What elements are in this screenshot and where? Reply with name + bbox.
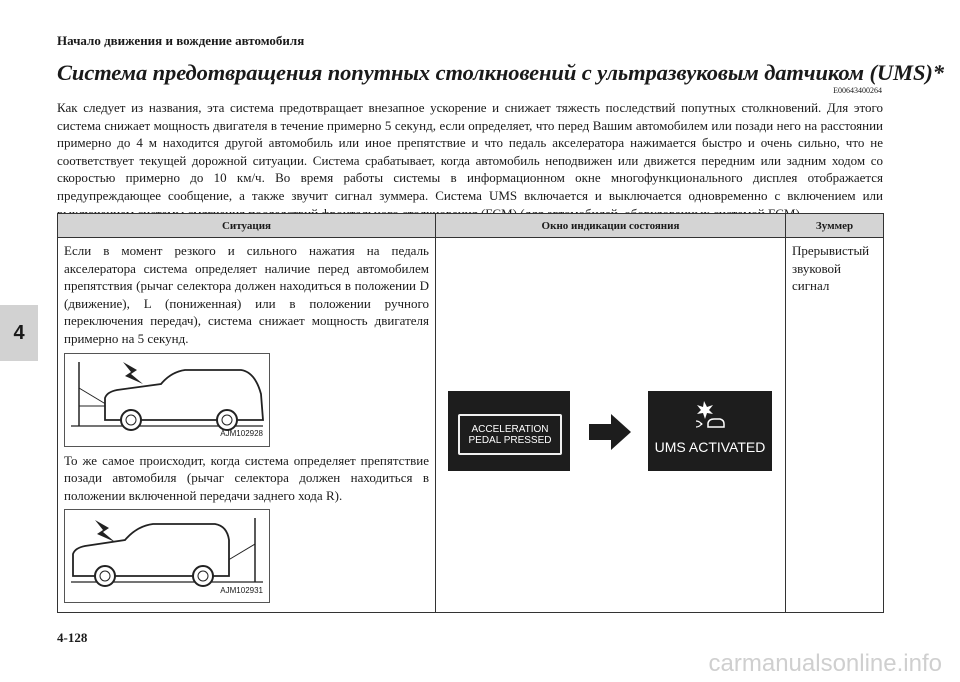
watermark: carmanualsonline.info — [708, 650, 942, 677]
display-panel-ums — [648, 391, 772, 471]
situation-rear-text: То же самое происходит, когда система определяет препятствие позади автомобиля (рычаг селектора должен находиться в положении включенной передачи заднего хода R). — [64, 452, 429, 503]
section-code: E00643400264 — [833, 86, 882, 95]
buzzer-text: Прерывистый звуковой сигнал — [792, 243, 870, 294]
situation-cell — [58, 238, 436, 613]
figure-code: AJM102931 — [220, 585, 263, 595]
table-row — [58, 238, 884, 613]
chapter-tab: 4 — [0, 305, 38, 361]
acceleration-message-box — [458, 414, 562, 455]
situation-front-text: Если в момент резкого и сильного нажатия на педаль акселератора система определяет наличие перед автомобилем препятствия (рычаг селектора должен находиться в положении D (движение), L (пониженная) или в положении ручного переключения передач), система снижает мощность двигателя примерно на 5 секунд. — [64, 243, 429, 346]
display-cell — [436, 238, 786, 613]
header-buzzer: Зуммер — [786, 214, 884, 238]
figure-code: AJM102928 — [220, 428, 263, 438]
buzzer-cell — [786, 238, 884, 613]
display-panel-acceleration — [448, 391, 570, 471]
section-title: Система предотвращения попутных столкновений с ультразвуковым датчиком (UMS)* — [57, 60, 944, 85]
ums-activated-label: UMS ACTIVATED — [654, 439, 766, 455]
page-number: 4-128 — [57, 630, 88, 645]
acceleration-line-1: ACCELERATION — [471, 423, 549, 435]
arrow-right-icon — [589, 412, 633, 452]
acceleration-line-2: PEDAL PRESSED — [468, 434, 552, 446]
ums-warning-icon — [694, 399, 726, 433]
header-display: Окно индикации состояния — [436, 214, 786, 238]
ums-table — [57, 213, 884, 613]
intro-paragraph: Как следует из названия, эта система предотвращает внезапное ускорение и снижает тяжесть последствий попутных столкновений. Для этого система снижает мощность двигателя в течение примерно 5 секунд, если определяет, что перед Вашим автомобилем или позади него на расстоянии примерно до 4 м находится другой автомобиль или иное препятствие и что педаль акселератора нажимается быстро и очень сильно, что не соответствует текущей дорожной ситуации. Система срабатывает, когда автомобиль неподвижен или движется передним или задним ходом со скоростью примерно до 10 км/ч. Во время работы системы в информационном окне многофункционального дисплея отображается предупреждающее сообщение, а также звучит сигнал зуммера. Система UMS включается и выключается одновременно с включением или — [57, 100, 883, 203]
impact-icon — [95, 520, 115, 542]
table-header-row — [58, 214, 884, 238]
impact-icon — [123, 362, 143, 384]
front-obstacle-figure — [64, 353, 270, 447]
header-situation: Ситуация — [58, 214, 436, 238]
rear-obstacle-figure — [64, 509, 270, 603]
running-header: Начало движения и вождение автомобиля — [57, 33, 305, 48]
